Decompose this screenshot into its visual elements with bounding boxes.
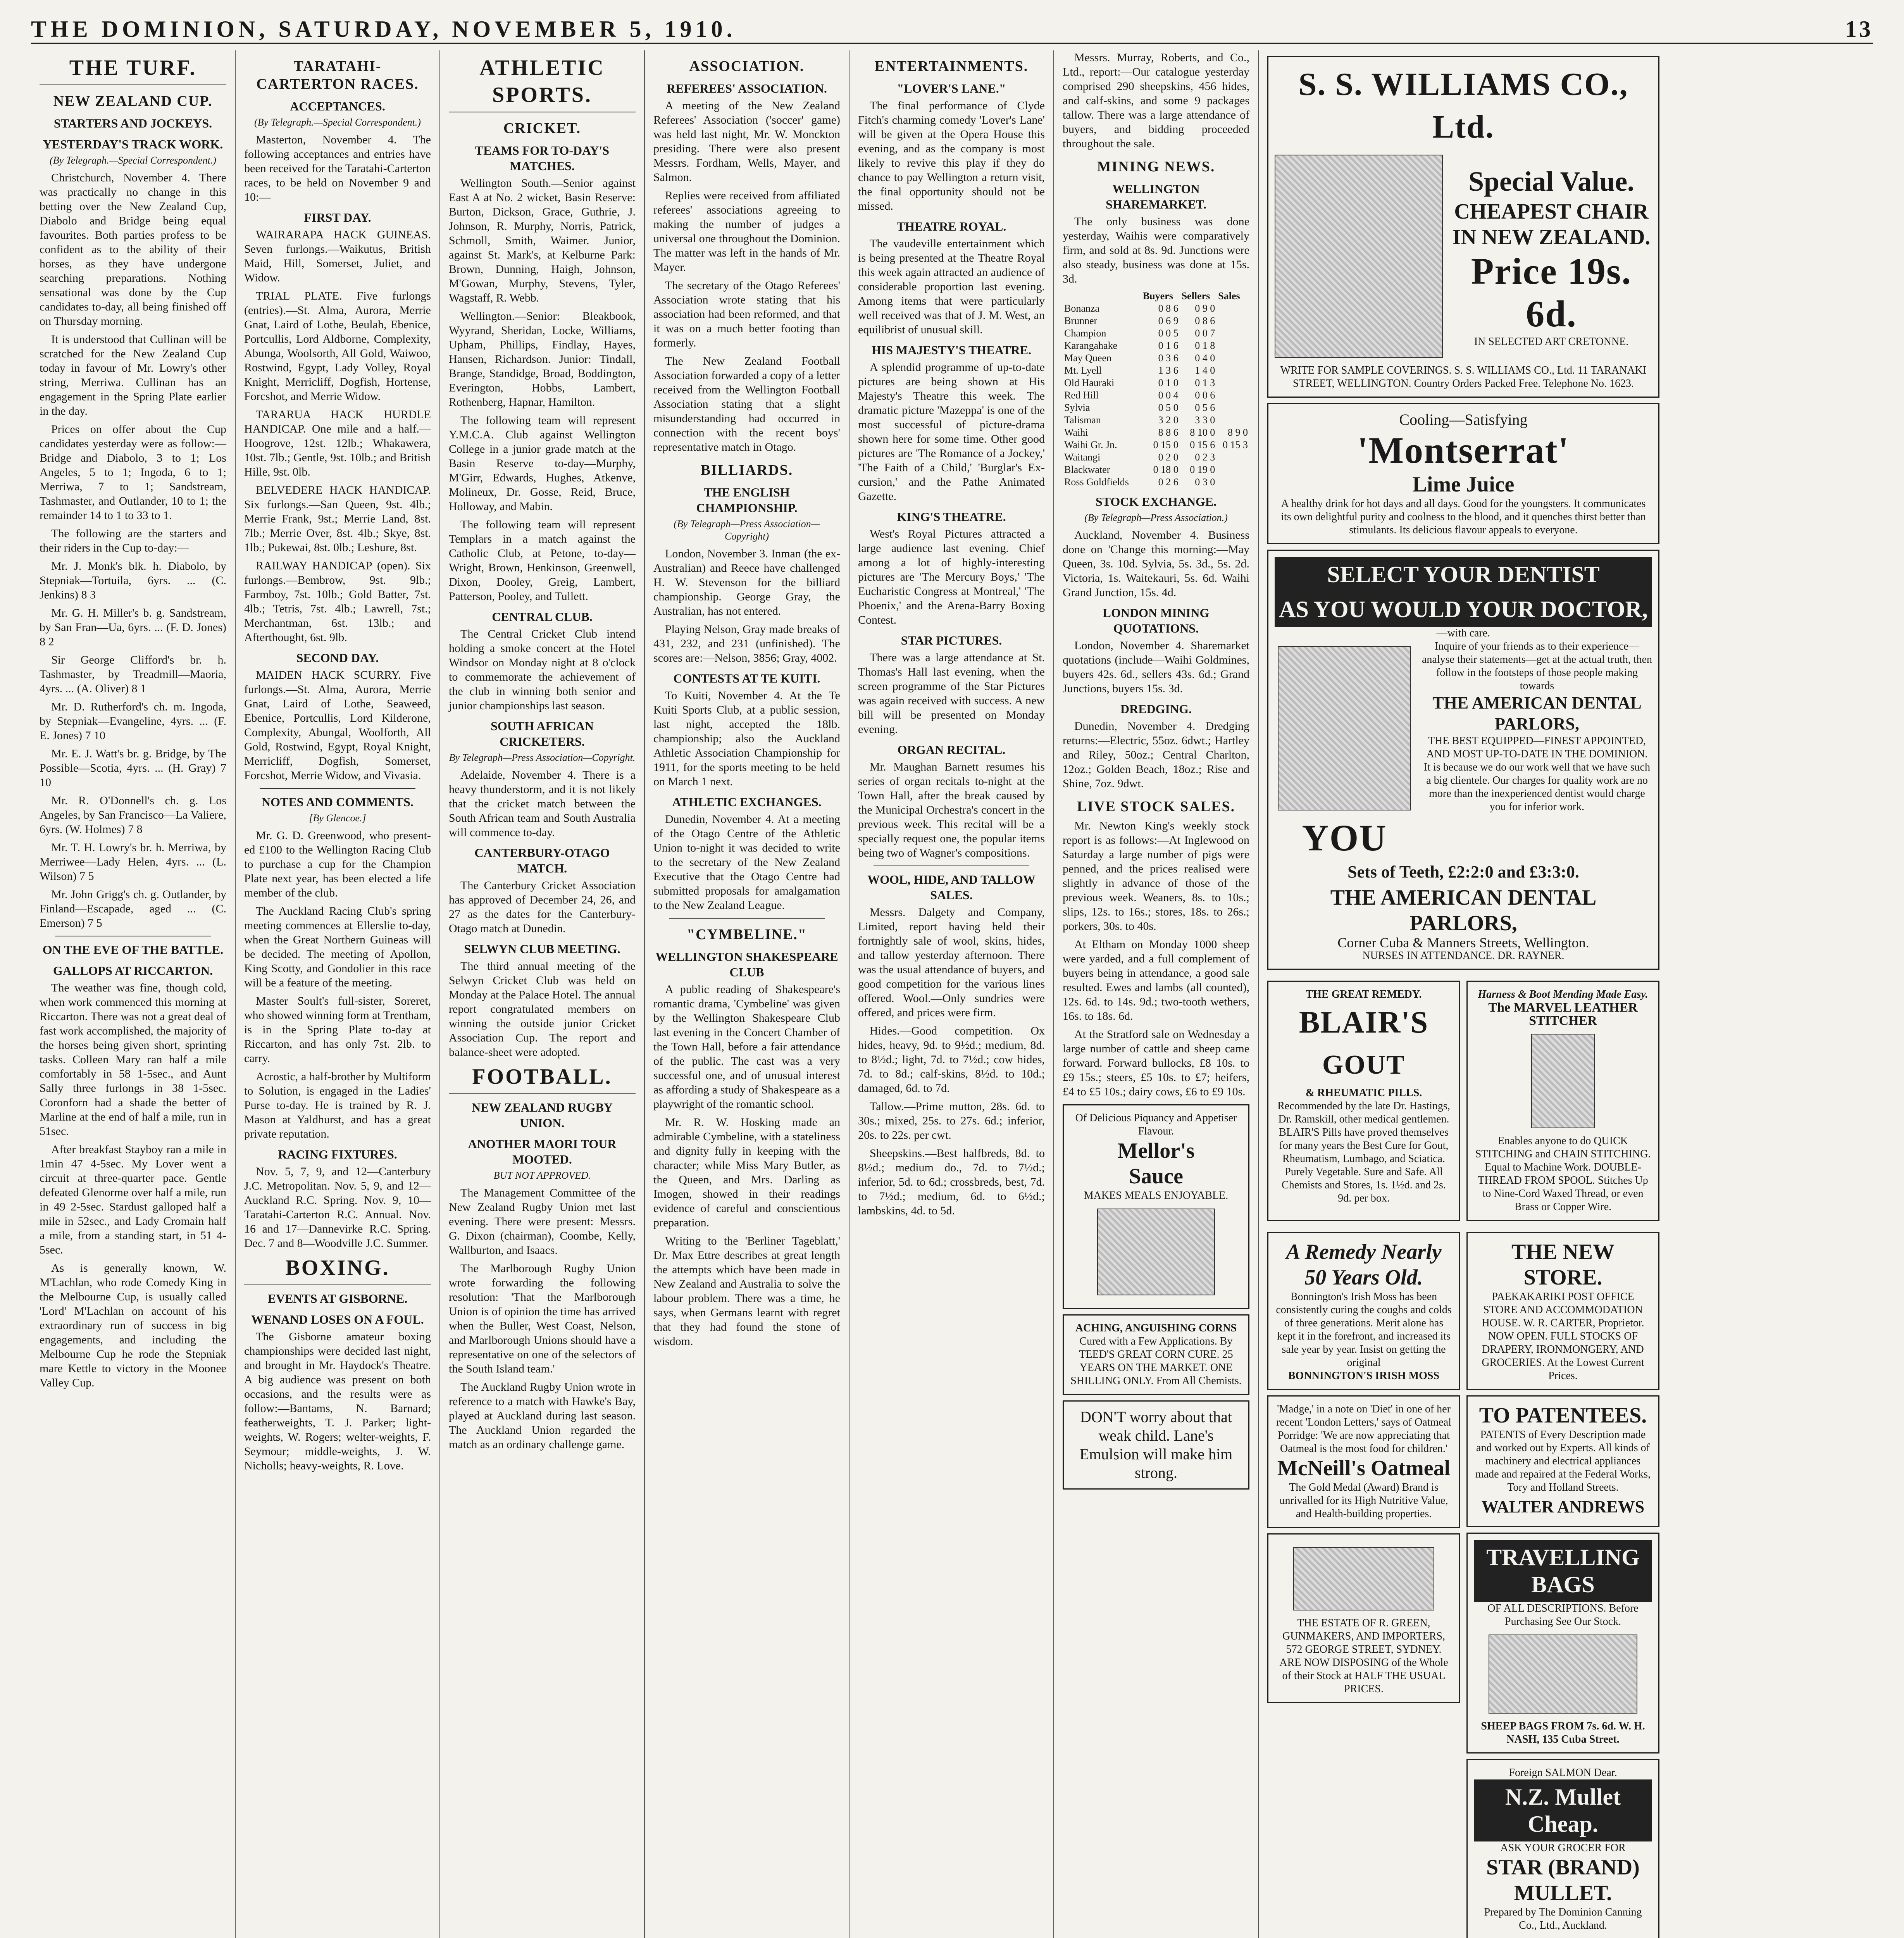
column-association [645,50,849,1938]
paragraph: The Canterbury Cricket Association has approved of December 24, 26, and 27 as the dates for the Canterbury-Otago match at Dunedin. [449,879,636,935]
ad-brand: 'Montserrat' [1357,429,1570,471]
paragraph: TARARUA HACK HURDLE HANDICAP. One mile and a half.—Hoogrove, 12st. 12lb.; Whakawera, 10st. 7lb.; Gentle, 9st. 10lb.; and British Hille, 9st. 0lb. [244,408,431,478]
ad-text: PAEKAKARIKI POST OFFICE STORE AND ACCOMMODATION HOUSE. W. R. CARTER, Proprietor. NOW OPEN. FULL STOCKS OF DRAPERY, IRONMONGERY, AND GROCERIES. At the Lowest Current Prices. [1482,1291,1644,1382]
paragraph: Sir George Clifford's br. h. Tashmaster, by Treadmill—Maoria, 4yrs. ... (A. Oliver) 8 1 [40,653,226,695]
paragraph: Messrs. Murray, Roberts, and Co., Ltd., report:—Our catalogue yesterday comprised 290 sheepskins, 456 hides, and calf-skins, and some 9 packages tallow. There was a large attendance of buyers, and bidding proceeded throughout the sale. [1063,51,1249,150]
section-kicker: FOOTBALL. [449,1063,636,1094]
subheadline: YESTERDAY'S TRACK WORK. [43,137,223,151]
ad-text: Enables anyone to do QUICK STITCHING and CHAIN STITCHING. Equal to Machine Work. DOUBLE-THREAD FROM SPOOL. Stitches Up to Nine-Cord Waxed Thread, or even Brass or Copper Wire. [1475,1135,1651,1213]
subheadline: ON THE EVE OF THE BATTLE. [42,943,224,957]
paragraph: The only business was done yesterday, Waihis were comparatively firm, and sold at 8s. 9d. Junctions were also steady, business was done at 15s. 3d. [1063,215,1249,285]
table-row [1063,439,1249,451]
table-row [1063,389,1249,402]
paragraph: To Kuiti, November 4. At the Te Kuiti Sports Club, at a public session, last night, accepted the 18lb. championship; also the Auckland Athletic Association Championship for 1911, for the sports meeting to be held on March 1 next. [653,689,840,788]
table-cell [1216,476,1249,488]
ad-text: Cured with a Few Applications. By TEED'S GREAT CORN CURE. 25 YEARS ON THE MARKET. ONE SHILLING ONLY. From All Chemists. [1070,1335,1242,1387]
table-cell: 0 1 6 [1158,340,1179,351]
subheadline: WENAND LOSES ON A FOUL. [251,1312,424,1326]
ad-product: & RHEUMATIC PILLS. [1305,1087,1422,1099]
table-header-cell: Sales [1218,290,1240,302]
paragraph: RAILWAY HANDICAP (open). Six furlongs.—Bembrow, 9st. 9lb.; Farmboy, 7st. 10lb.; Gold Batter, 7st. 4lb.; Tetris, 7st. 4lb.; Lawrell, 7st.; Merchantman, 6st. 13lb.; and Afterthought, 6st. 9lb. [244,559,431,644]
paragraph: Wellington South.—Senior against East A at No. 2 wicket, Basin Reserve: Burton, Dickson, Grace, Guthrie, J. Johnson, R. Murphy, Norris, Patrick, Schmoll, Smith, Waimer. Junior, against St. Mark's, at Kelburne Park: Brown, Dunning, Haigh, Johnson, M'Gowan, Murphy, Stevens, Tyler, Wagstaff, R. Webb. [449,177,636,304]
table-cell [1216,464,1249,476]
ad-kicker: THE GREAT REMEDY. [1306,988,1422,1000]
ad-brand: STAR (BRAND) MULLET. [1486,1855,1640,1905]
table-cell: Champion [1064,328,1106,339]
subheadline: HIS MAJESTY'S THEATRE. [871,343,1032,357]
table-row [1063,426,1249,439]
table-cell: Sylvia [1064,402,1090,413]
ad-brand: WALTER ANDREWS [1481,1497,1645,1516]
column-advertisements [1259,50,1668,1938]
table-header-row [1063,290,1249,302]
ad-lanes-emulsion [1063,1400,1249,1490]
table-cell: 0 1 8 [1195,340,1215,351]
table-cell: 3 3 0 [1195,414,1215,426]
paragraph: At the Stratford sale on Wednesday a large number of cattle and sheep came forward. Forward bullocks, £8 10s. to £9 15s.; steers, £5 10s. to £7; heifers, £4 to £5 10s.; dairy cows, £6 to £9 10s. [1063,1028,1249,1098]
table-cell: 0 8 6 [1195,315,1215,326]
paragraph: Mr. John Grigg's ch. g. Outlander, by Finland—Escapade, aged ... (C. Emerson) 7 5 [40,888,226,929]
rifle-illustration-icon [1293,1547,1434,1610]
paragraph: The Auckland Racing Club's spring meeting commences at Ellerslie to-day, when the Great Northern Guineas will be decided. The meeting of Apollon, King Scotty, and Gondolier in this race will be a feature of the meeting. [244,905,431,989]
table-cell: 0 5 0 [1158,402,1179,413]
paragraph: Mr. Newton King's weekly stock report is as follows:—At Inglewood on Saturday a large number of pigs were penned, and the prices realised were slightly in advance of those of the previous week. Weaners, 8s. to 10s.; slips, 12s. to 16s.; stores, 18s. to 26s.; porkers, 30s. to 40s. [1063,819,1249,933]
masthead-title: THE DOMINION, SATURDAY, NOVEMBER 5, 1910. [31,16,736,42]
subheadline: STAR PICTURES. [901,633,1002,647]
subheadline: "LOVER'S LANE." [897,81,1006,95]
column-races [236,50,440,1938]
table-cell [1216,402,1249,414]
paragraph: Replies were received from affiliated referees' associations agreeing to making the number of judges a universal one throughout the Dominion. The matter was left in the hands of Mr. Mayer. [653,189,840,274]
table-cell: 0 9 0 [1195,303,1215,314]
paragraph: BELVEDERE HACK HANDICAP. Six furlongs.—San Queen, 9st. 4lb.; Merrie Frank, 9st.; Merrie Land, 8st. 7lb.; Merrie Over, 8st. 4lb.; Skye, 8st. 1lb.; Pukewai, 8st. 0lb.; Leshure, 8st. [244,484,431,554]
ad-american-dental-parlors [1267,550,1659,970]
ad-price: Sets of Teeth, £2:2:0 and £3:3:0. [1347,862,1579,881]
ad-patentees [1466,1395,1659,1527]
ad-text: THE BEST EQUIPPED—FINEST APPOINTED, AND MOST UP-TO-DATE IN THE DOMINION. It is because we do our work well that we have such a big clientele. Our charges for quality work are no more than the inexperienced dentist would charge you for inferior work. [1424,735,1650,813]
table-cell: 0 8 6 [1158,303,1179,314]
table-cell: Mt. Lyell [1064,365,1102,376]
table-cell: Brunner [1064,315,1098,326]
ad-footer: NURSES IN ATTENDANCE. DR. RAYNER. [1362,950,1565,962]
table-row [1063,476,1249,488]
ad-montserrat-lime-juice [1267,403,1659,544]
paragraph: Writing to the 'Berliner Tageblatt,' Dr. Max Ettre describes at great length the attempts which have been made in New Zealand and Australia to solve the labour problem. There was a time, he says, when Germans learnt with regret that they had found the stone of wisdom. [653,1235,840,1348]
ad-text: ASK YOUR GROCER FOR [1500,1842,1626,1854]
paragraph: The following team will represent Y.M.C.A. Club against Wellington College in a junior grade match at the Basin Reserve to-day—Murphy, M'Girr, Edwards, Hughes, Atkenve, Molineux, Dr. Gosse, Reid, Bruce, Holloway, and Mabin. [449,414,636,513]
table-cell [1216,451,1249,464]
paragraph: The vaudeville entertainment which is being presented at the Theatre Royal this week again attracted an audience of considerable proportion last evening. Among items that were particularly well received was that of J. M. West, an equilibrist of unusual skill. [858,237,1045,336]
ad-text: The Gold Medal (Award) Brand is unrivalled for its High Nutritive Value, and Health-building properties. [1279,1481,1448,1520]
table-row [1063,464,1249,476]
paragraph: Playing Nelson, Gray made breaks of 431, 232, and 231 (unfinished). The scores are:—Nelson, 3856; Gray, 4002. [653,623,840,664]
share-table-body [1063,302,1249,488]
subheadline: ATHLETIC EXCHANGES. [672,795,822,809]
subheadline: THE ENGLISH CHAMPIONSHIP. [696,485,798,515]
paragraph: As is generally known, W. M'Lachlan, who rode Comedy King in the Melbourne Cup, is usually called 'Lord' M'Lachlan on account of his extraordinary run of success in big engagements, and including the Melbourne Cup he rode the Stepniak mare Kettle to victory in the Moonee Valley Cup. [40,1262,226,1389]
subheadline: FIRST DAY. [304,210,371,224]
section-kicker: ATHLETIC SPORTS. [449,54,636,112]
headline: LIVE STOCK SALES. [1077,798,1235,815]
subheadline: NOTES AND COMMENTS. [261,795,414,809]
headline: TARATAHI-CARTERTON RACES. [256,58,419,92]
paragraph: Master Soult's full-sister, Soreret, who showed winning form at Trentham, is in the Spring Plate to-day at Riccarton, and has only 7st. 2lb. to carry. [244,995,431,1065]
paragraph: WAIRARAPA HACK GUINEAS. Seven furlongs.—Waikutus, British Maid, Hill, Somerset, Juliet, and Widow. [244,228,431,284]
table-cell: 0 1 3 [1195,377,1215,388]
ad-blairs-gout-pills [1267,981,1460,1221]
table-cell: 0 0 5 [1158,328,1179,339]
subheadline: STOCK EXCHANGE. [1095,495,1217,509]
ad-text: Of Delicious Piquancy and Appetiser Flavour. [1075,1112,1237,1137]
ad-title: S. S. WILLIAMS CO., Ltd. [1298,66,1628,145]
ad-brand: BLAIR'S [1299,1005,1429,1040]
table-cell: 0 4 0 [1195,352,1215,364]
table-cell: 8 10 0 [1190,427,1215,438]
paragraph: There was a large attendance at St. Thomas's Hall last evening, when the screen programme of the Star Pictures was again received with success. A new bill will be presented on Monday evening. [858,651,1045,736]
subheadline: ANOTHER MAORI TOUR MOOTED. [468,1137,617,1166]
table-cell: 3 2 0 [1158,414,1179,426]
subheadline: SOUTH AFRICAN CRICKETERS. [491,719,594,748]
paragraph: Mr. R. W. Hosking made an admirable Cymbeline, with a stateliness and dignity fully in keeping with the character; while Miss Mary Butler, as the Queen, and Mrs. Darling as Imogen, showed in their readings evidence of careful and conscientious preparation. [653,1116,840,1229]
ad-bonningtons-irish-moss [1267,1232,1460,1390]
paragraph: A splendid programme of up-to-date pictures are being shown at His Majesty's Theatre this week. The dramatic picture 'Mazeppa' is one of the most successful of picture-drama shown here for some time. Other good pictures are 'The Romance of a Jockey,' 'The Faith of a Child,' 'Burglar's Ex-cursion,' and the Pathe Animated Gazette. [858,361,1045,503]
ad-headline: THE NEW STORE. [1511,1240,1615,1290]
paragraph: Christchurch, November 4. There was practically no change in this betting over the New Zealand Cup, Diabolo and Bridge being equal favourites. Both parties profess to be confident as to the ability of their horses, as they have undergone searching preparations. Nothing sensational was done by the Cup candidates to-day, all being finished off on Thursday morning. [40,171,226,328]
table-row [1063,352,1249,364]
ad-kicker: Harness & Boot Mending Made Easy. [1478,988,1648,1000]
paragraph: Mr. G. D. Greenwood, who present-ed £100 to the Wellington Racing Club to purchase a cup for the Champion Plate next year, has been elected a life member of the club. [244,829,431,899]
table-cell: 1 4 0 [1195,365,1215,376]
table-cell [1216,352,1249,364]
ad-mellors-sauce [1063,1104,1249,1309]
table-cell: 0 1 0 [1158,377,1179,388]
subheadline: NEW ZEALAND RUGBY UNION. [472,1100,613,1130]
table-header-cell: Buyers [1142,290,1173,302]
paragraph: Auckland, November 4. Business done on 'Change this morning:—May Queen, 3s. 10d. Sylvia, 5s. 3d., 5s. 2d. Victoria, 1s. Waitekauri, 5s. 6d. Waihi Grand Junction, 15s. 4d. [1063,529,1249,599]
subheadline: SECOND DAY. [296,651,379,665]
paragraph: The secretary of the Otago Referees' Association wrote stating that his association had been reformed, and that it was on a much better footing than formerly. [653,279,840,349]
paragraph: London, November 3. Inman (the ex-Australian) and Reece have challenged H. W. Stevenson for the billiard championship. George Gray, the Australian, has not entered. [653,547,840,617]
table-row [1063,327,1249,340]
paragraph: The final performance of Clyde Fitch's charming comedy 'Lover's Lane' will be given at the Opera House this evening, and as the company is most likely to revive this play if they do chance to pay Wellington a return visit, the final opportunity should not be missed. [858,99,1045,212]
table-row [1063,402,1249,414]
ad-text: PATENTS of Every Description made and worked out by Experts. All kinds of machinery and electrical appliances made and repaired at the Federal Works, Tory and Holland Streets. [1475,1429,1651,1493]
table-cell: 0 0 6 [1195,390,1215,401]
paragraph: The Marlborough Rugby Union wrote forwarding the following resolution: 'That the Marlborough Union is of opinion the time has arrived when the Buller, West Coast, Nelson, and Marlborough Unions should have a representative on one of the selectors of the South Island team.' [449,1262,636,1375]
paragraph: The third annual meeting of the Selwyn Cricket Club was held on Monday at the Palace Hotel. The annual report congratulated members on winning the outside junior Cricket Association Cup. The report and balance-sheet were adopted. [449,960,636,1059]
paragraph: The New Zealand Football Association forwarded a copy of a letter received from the Wellington Football Association stating that a slight misunderstanding had occurred in connection with the recent boys' representative match in Otago. [653,355,840,453]
paragraph: Dunedin, November 4. At a meeting of the Otago Centre of the Athletic Union to-night it was decided to write to the secretary of the New Zealand Executive that the Otago Centre had submitted proposals for amalgamation to the New Zealand League. [653,813,840,912]
ad-text: DON'T worry about that weak child. Lane's Emulsion will make him strong. [1079,1408,1233,1481]
ad-product: Lime Juice [1412,472,1515,497]
table-cell: Blackwater [1064,464,1110,475]
ad-brand: BONNINGTON'S IRISH MOSS [1288,1370,1440,1382]
headline: MINING NEWS. [1097,159,1215,175]
table-cell: Bonanza [1064,303,1099,314]
headline: CRICKET. [503,120,581,136]
column-entertainments [849,50,1054,1938]
paragraph: Dunedin, November 4. Dredging returns:—Electric, 55oz. 6dwt.; Hartley and Riley, 50oz.; Central Charlton, 12oz.; Golden Beach, 18oz.; Rise and Shine, 7oz. 9dwt. [1063,720,1249,790]
page-number: 13 [1845,16,1873,42]
subheadline: STARTERS AND JOCKEYS. [53,116,212,130]
table-cell: Karangahake [1064,340,1118,351]
ad-text: THE ESTATE OF R. GREEN, GUNMAKERS, AND IMPORTERS, 572 GEORGE STREET, SYDNEY. ARE NOW DISPOSING of the Whole of their Stock at HALF THE USUAL PRICES. [1279,1617,1448,1695]
paragraph: The weather was fine, though cold, when work commenced this morning at Riccarton. There was not a great deal of fast work accomplished, the majority of the horses being given short, sprinting tasks. Colleen Mary ran half a mile comfortably in 58 1-5sec., and Aunt Sally three furlongs in 38 1-5sec. Coronforn had a shade the better of Marline at the end of half a mile, run in 51sec. [40,981,226,1138]
ad-text: Bonnington's Irish Moss has been consistently curing the coughs and colds of three generations. Merit alone has kept it in the forefront, and increased its sale year by year. Insist on getting the original [1276,1291,1452,1369]
ad-brand: Mellor's [1117,1139,1195,1163]
ad-tagline: MAKES MEALS ENJOYABLE. [1084,1190,1229,1202]
paragraph: The Central Cricket Club intend holding a smoke concert at the Hotel Windsor on Monday night at 8 o'clock to commemorate the achievement of the club in winning both senior and junior championships last season. [449,628,636,712]
table-cell: 1 3 6 [1158,365,1179,376]
table-cell: 0 2 3 [1195,452,1215,463]
ad-travelling-bags [1466,1533,1659,1754]
table-row [1063,377,1249,389]
table-cell: 0 2 0 [1158,452,1179,463]
ad-text: Recommended by the late Dr. Hastings, Dr. Ramskill, other medical gentlemen. BLAIR'S Pills have proved themselves for many years the Best Cure for Gout, Rheumatism, Lumbago, and Sciatica. Purely Vegetable. Sure and Safe. All Chemists and Stores, 1s. 1½d. and 2s. 9d. per box. [1277,1100,1450,1204]
table-header-cell: Sellers [1181,290,1210,302]
ad-product: GOUT [1322,1050,1406,1080]
paragraph: Acrostic, a half-brother by Multiform to Solution, is engaged in the Ladies' Purse to-day. He is trained by R. J. Mason at Yaldhurst, and has a great private reputation. [244,1070,431,1140]
subheadline: WOOL, HIDE, AND TALLOW SALES. [867,872,1036,902]
ad-text: Inquire of your friends as to their experience—analyse their statements—get at the actual truth, then follow in the footsteps of those people making towards [1422,640,1652,692]
ad-new-store [1466,1232,1659,1390]
ad-headline: CHEAPEST CHAIR IN NEW ZEALAND. [1452,200,1651,249]
ad-headline: A Remedy Nearly 50 Years Old. [1286,1240,1442,1290]
table-cell [1216,340,1249,352]
ad-kicker: Cooling—Satisfying [1399,411,1528,428]
ad-text: 'Madge,' in a note on 'Diet' in one of her recent 'London Letters,' says of Oatmeal Porridge: 'We are now appreciating that Oatmeal is the most food for children.' [1276,1403,1451,1455]
divider [260,788,415,789]
ad-headline: SELECT YOUR DENTIST [1275,557,1652,592]
paragraph: Prices on offer about the Cup candidates yesterday were as follow:— Bridge and Diabolo, 3 to 1; Los Angeles, 5 to 1; Ingoda, 6 to 1; Merriwa, 7 to 1; Sandstream, Tashmaster, and Outlander, 10 to 1; the remainder 14 to 1 to 33 to 1. [40,423,226,522]
paragraph: Masterton, November 4. The following acceptances and entries have been received for the Taratahi-Carterton races, to be held on November 9 and 10:— [244,133,431,203]
subheadline: CONTESTS AT TE KUITI. [673,671,820,685]
share-table [1063,290,1249,488]
ad-brand: THE AMERICAN DENTAL PARLORS, [1432,693,1642,733]
table-row [1063,340,1249,352]
table-cell: 0 5 6 [1195,402,1215,413]
table-row [1063,364,1249,377]
subheadline: ORGAN RECITAL. [897,743,1006,757]
ad-footer: WRITE FOR SAMPLE COVERINGS. S. S. WILLIAMS CO., Ltd. 11 TARANAKI STREET, WELLINGTON. Country Orders Packed Free. Telephone No. 1623. [1280,364,1647,390]
table-cell: Waitangi [1064,452,1101,463]
ad-headline: N.Z. Mullet Cheap. [1474,1779,1652,1841]
masthead [31,16,1873,44]
ad-footer: SHEEP BAGS FROM 7s. 6d. W. H. NASH, 135 Cuba Street. [1481,1720,1645,1745]
headline: "CYMBELINE." [686,926,807,943]
table-header-cell [1063,290,1141,302]
ad-text: A healthy drink for hot days and all days. Good for the youngsters. It communicates its own delightful purity and coolness to the blood, and it quenches thirst better than stimulants. Its delicious flavour appeals to everyone. [1281,498,1646,536]
paragraph: Tallow.—Prime mutton, 28s. 6d. to 30s.; mixed, 25s. to 27s. 6d.; inferior, 20s. to 22s. per cwt. [858,1100,1045,1141]
table-cell: May Queen [1064,352,1112,364]
ad-star-mullet [1466,1759,1659,1938]
paragraph: West's Royal Pictures attracted a large audience last evening. Chief among a lot of highly-interesting pictures are 'The Mercury Boys,' 'The Eucharistic Congress at Montreal,' 'The Phoenix,' and the Arena-Barry Boxing Contest. [858,528,1045,626]
headline: BILLIARDS. [700,462,793,478]
paragraph: Messrs. Dalgety and Company, Limited, report having held their fortnightly sale of wool, skins, hides, and tallow yesterday afternoon. There was the usual attendance of buyers, and good competition for the various lines offered. Wool.—Only sundries were offered, and prices were firm. [858,906,1045,1019]
ad-text: —with care. [1436,627,1490,639]
dateline: (By Telegraph—Press Association.) [1084,512,1228,523]
subheadline: THEATRE ROYAL. [896,219,1006,233]
table-cell [1216,302,1249,315]
table-cell: 0 2 6 [1158,476,1179,488]
paragraph: A public reading of Shakespeare's romantic drama, 'Cymbeline' was given by the Wellington Shakespeare Club last evening in the Concert Chamber of the Town Hall, before a fair attendance of the public. The cast was a very successful one, and of unusual interest as affording a study of Shakespeare as a playwright of the romantic school. [653,983,840,1110]
subheadline: CENTRAL CLUB. [492,610,593,624]
ad-headline: Special Value. [1468,166,1635,197]
paragraph: Wellington.—Senior: Bleakbook, Wyyrand, Sheridan, Locke, Williams, Upham, Phillips, Findlay, Hayes, Hansen, Richardson. Junior: Tindall, Brange, Standidge, Broad, Boddington, Everington, Hobbs, Lambert, Rothenberg, Hapnar, Hamilton. [449,310,636,409]
ad-green-estate [1267,1533,1460,1703]
ad-text: IN SELECTED ART CRETONNE. [1474,336,1629,348]
divider [669,918,825,919]
paragraph: The Management Committee of the New Zealand Rugby Union met last evening. There were present: Messrs. G. Dixon (chairman), Coombe, Kelly, Wallburton, and Isaacs. [449,1186,636,1257]
paragraph: After breakfast Stayboy ran a mile in 1min 47 4-5sec. My Lover went a circuit at three-quarter pace. Gentle defeated Glenorme over half a mile, run in 49 2-5sec. Stardust galloped half a mile in 52sec., and Lady Cromain half a mile, from a standing start, in 51 4-5sec. [40,1143,226,1256]
dateline: (By Telegraph—Press Association—Copyright) [674,518,820,542]
table-cell: 0 15 0 [1153,439,1179,450]
table-cell: Talisman [1064,414,1101,426]
byline: [By Glencoe.] [309,812,366,824]
paragraph: At Eltham on Monday 1000 sheep were yarded, and a full complement of buyers being in attendance, a good sale resulted. Ewes and lambs (all counted), 12s. 6d. to 14s. 9d.; two-tooth wethers, 16s. to 18s. 6d. [1063,938,1249,1022]
table-cell: 0 6 9 [1158,315,1179,326]
table-cell [1216,389,1249,402]
dateline: By Telegraph—Press Association—Copyright. [449,752,636,763]
ad-ss-williams [1267,56,1659,398]
hand-illustration-icon [1097,1209,1215,1295]
dateline: (By Telegraph.—Special Correspondent.) [50,155,216,166]
page-columns [31,50,1873,1938]
paragraph: London, November 4. Sharemarket quotations (include—Waihi Goldmines, buyers 42s. 6d., sellers 43s. 6d.; Grand Junctions, buyers 15s. 3d. [1063,639,1249,695]
subheadline: WELLINGTON SHAKESPEARE CLUB [655,950,838,979]
paragraph: Mr. T. H. Lowry's br. h. Merriwa, by Merriwee—Lady Helen, 4yrs. ... (L. Wilson) 7 5 [40,841,226,883]
column-mining [1054,50,1259,1938]
ad-text: OF ALL DESCRIPTIONS. Before Purchasing See Our Stock. [1487,1602,1639,1628]
ad-corn-cure [1063,1314,1249,1395]
subheadline: BUT NOT APPROVED. [493,1170,591,1181]
ad-mcneills-oatmeal [1267,1395,1460,1528]
table-cell: 0 15 3 [1223,439,1248,450]
paragraph: Mr. D. Rutherford's ch. m. Ingoda, by Stepniak—Evangeline, 4yrs. ... (F. E. Jones) 7 10 [40,700,226,742]
table-row [1063,315,1249,327]
table-cell: Waihi [1064,427,1088,438]
subheadline: EVENTS AT GISBORNE. [267,1291,408,1305]
table-row [1063,451,1249,464]
paragraph: The Gisborne amateur boxing championships were decided last night, and brought in Mr. Haydock's Theatre. A big audience was present on both occasions, and the results were as follow:—Bantams, N. Barnard; featherweights, T. J. Parker; light-weights, W. Rogers; welter-weights, F. Seymour; middle-weights, J. W. Nicholls; heavy-weights, R. Love. [244,1330,431,1472]
subheadline: WELLINGTON SHAREMARKET. [1106,182,1206,211]
table-cell: 0 3 0 [1195,476,1215,488]
table-cell [1216,327,1249,340]
ad-footer: Prepared by The Dominion Canning Co., Ltd., Auckland. [1484,1906,1642,1931]
table-cell: Red Hill [1064,390,1099,401]
paragraph: Mr. R. O'Donnell's ch. g. Los Angeles, by San Francisco—La Valiere, 6yrs. (W. Holmes) 7 8 [40,794,226,836]
subheadline: REFEREES' ASSOCIATION. [667,81,827,95]
subheadline: LONDON MINING QUOTATIONS. [1103,606,1210,635]
table-cell: 0 15 6 [1190,439,1215,450]
paragraph: A meeting of the New Zealand Referees' Association ('soccer' game) was held last night, Mr. W. Monckton presiding. There were also present Messrs. Fordham, Wells, Mayer, and Salmon. [653,99,840,184]
table-cell: 0 3 6 [1158,352,1179,364]
subheadline: RACING FIXTURES. [278,1147,397,1161]
ad-brand: THE AMERICAN DENTAL PARLORS, [1330,886,1597,935]
ad-price: Price 19s. 6d. [1471,250,1632,334]
dateline: (By Telegraph.—Special Correspondent.) [254,117,421,128]
table-row [1063,302,1249,315]
section-kicker: BOXING. [244,1254,431,1285]
table-cell [1216,414,1249,426]
ad-headline: TO PATENTEES. [1479,1403,1647,1428]
ad-headline: TRAVELLING BAGS [1474,1540,1652,1602]
ad-leather-stitcher [1466,981,1659,1221]
bag-illustration-icon [1489,1635,1637,1714]
paragraph: MAIDEN HACK SCURRY. Five furlongs.—St. Alma, Aurora, Merrie Gnat, Laird of Lothe, Seaweed, Ebenice, Portcullis, Lord Kilderone, Complexity, Abungal, Woolforth, All Gold, Rostwind, Egypt, Royal Knight, Merricliff, Dogfish, Somerset, Forcshot, Merrie Widow, and Vivasia. [244,669,431,782]
paragraph: Mr. Maughan Barnett resumes his series of organ recitals to-night at the Town Hall, after the break caused by the Municipal Orchestra's concert in the previous week. This recital will be a specially request one, the popular items being two of Wagner's compositions. [858,760,1045,859]
subheadline: KING'S THEATRE. [897,510,1006,524]
table-cell: Old Hauraki [1064,377,1115,388]
headline: ENTERTAINMENTS. [874,58,1029,74]
table-cell: 0 18 0 [1153,464,1179,475]
paragraph: Mr. J. Monk's blk. h. Diabolo, by Stepniak—Tortuila, 6yrs. ... (C. Jenkins) 8 3 [40,560,226,601]
subheadline: CANTERBURY-OTAGO MATCH. [474,846,610,875]
awl-illustration-icon [1531,1034,1595,1128]
ad-address: Corner Cuba & Manners Streets, Wellington. [1337,935,1589,950]
ad-brand: McNeill's Oatmeal [1277,1456,1451,1480]
paragraph: The Auckland Rugby Union wrote in reference to a match with Hawke's Bay, played at Auckland during last season. The Auckland Union regarded the match as an ordinary challenge game. [449,1381,636,1451]
table-cell [1216,315,1249,327]
section-kicker: THE TURF. [40,54,226,85]
subheadline: GALLOPS AT RICCARTON. [53,964,213,978]
table-cell [1216,364,1249,377]
table-row [1063,414,1249,426]
paragraph: Mr. E. J. Watt's br. g. Bridge, by The Possible—Scotia, 4yrs. ... (H. Gray) 7 10 [40,747,226,789]
paragraph: The following are the starters and their riders in the Cup to-day:— [40,527,226,554]
pointing-man-illustration-icon [1278,646,1411,810]
paragraph: TRIAL PLATE. Five furlongs (entries).—St. Alma, Aurora, Merrie Gnat, Laird of Lothe, Beulah, Ebenice, Portcullis, Lord Aldborne, Complexity, Abunga, Woolsorth, All Gold, Waiwoo, Rostwind, Egypt, Lady Volley, Royal Knight, Merricliff, Dogfish, Hortense, Forcshot, and Merrie Widow. [244,290,431,403]
ad-product: Sauce [1129,1164,1183,1188]
table-cell: 0 19 0 [1190,464,1215,475]
ad-brand: The MARVEL LEATHER STITCHER [1488,1000,1638,1028]
column-athletics [440,50,645,1938]
subheadline: DREDGING. [1120,702,1192,716]
headline: NEW ZEALAND CUP. [53,93,213,109]
paragraph: The following team will represent Templars in a match against the Catholic Club, at Petone, to-day—Wright, Brown, Henkinson, Greenwell, Dixon, Dooley, Greig, Lambert, Patterson, Pooley, and Tullett. [449,518,636,603]
table-cell: Ross Goldfields [1064,476,1129,488]
table-cell: 0 0 4 [1158,390,1179,401]
paragraph: Adelaide, November 4. There is a heavy thunderstorm, and it is not likely that the cricket match between the South African team and South Australia will commence to-day. [449,769,636,839]
paragraph: Sheepskins.—Best halfbreds, 8d. to 8½d.; medium do., 7d. to 7½d.; inferior, 5d. to 6d.; crossbreds, best, 7d. to 7½d.; medium, 6d. to 6½d.; lambskins, 4d. to 5d. [858,1147,1045,1217]
subheadline: SELWYN CLUB MEETING. [464,942,620,956]
subheadline: TEAMS FOR TO-DAY'S MATCHES. [475,143,610,173]
armchair-illustration-icon [1275,155,1443,358]
ad-headline: AS YOU WOULD YOUR DOCTOR, [1275,592,1652,627]
table-cell: Waihi Gr. Jn. [1064,439,1117,450]
ad-kicker: Foreign SALMON Dear. [1509,1767,1617,1779]
paragraph: Nov. 5, 7, 9, and 12—Canterbury J.C. Metropolitan. Nov. 5, 9, and 12—Auckland R.C. Spring. Nov. 9, 10—Taratahi-Carterton R.C. Annual. Nov. 16 and 17—Dannevirke R.C. Spring. Dec. 7 and 8—Woodville J.C. Summer. [244,1165,431,1250]
ad-heading: ACHING, ANGUISHING CORNS [1075,1322,1237,1334]
paragraph: Mr. G. H. Miller's b. g. Sandstream, by San Fran—Ua, 6yrs. ... (F. D. Jones) 8 2 [40,607,226,648]
paragraph: It is understood that Cullinan will be scratched for the New Zealand Cup today in favour of Mr. Lowry's other string, Merriwa. Cullinan has an engagement in the Spring Plate earlier in the day. [40,333,226,417]
column-turf [31,50,236,1938]
table-cell: 8 8 6 [1158,427,1179,438]
subheadline: ACCEPTANCES. [290,99,385,113]
table-cell [1216,377,1249,389]
table-cell: 8 9 0 [1228,427,1248,438]
ad-you: YOU [1302,817,1387,859]
paragraph: Hides.—Good competition. Ox hides, heavy, 9d. to 9½d.; medium, 8d. to 8½d.; light, 7d. to 7½d.; cow hides, 7d. to 8d.; calf-skins, 8½d. to 10d.; damaged, 6d. to 7d. [858,1024,1045,1095]
headline: ASSOCIATION. [689,58,805,74]
table-cell: 0 0 7 [1195,328,1215,339]
